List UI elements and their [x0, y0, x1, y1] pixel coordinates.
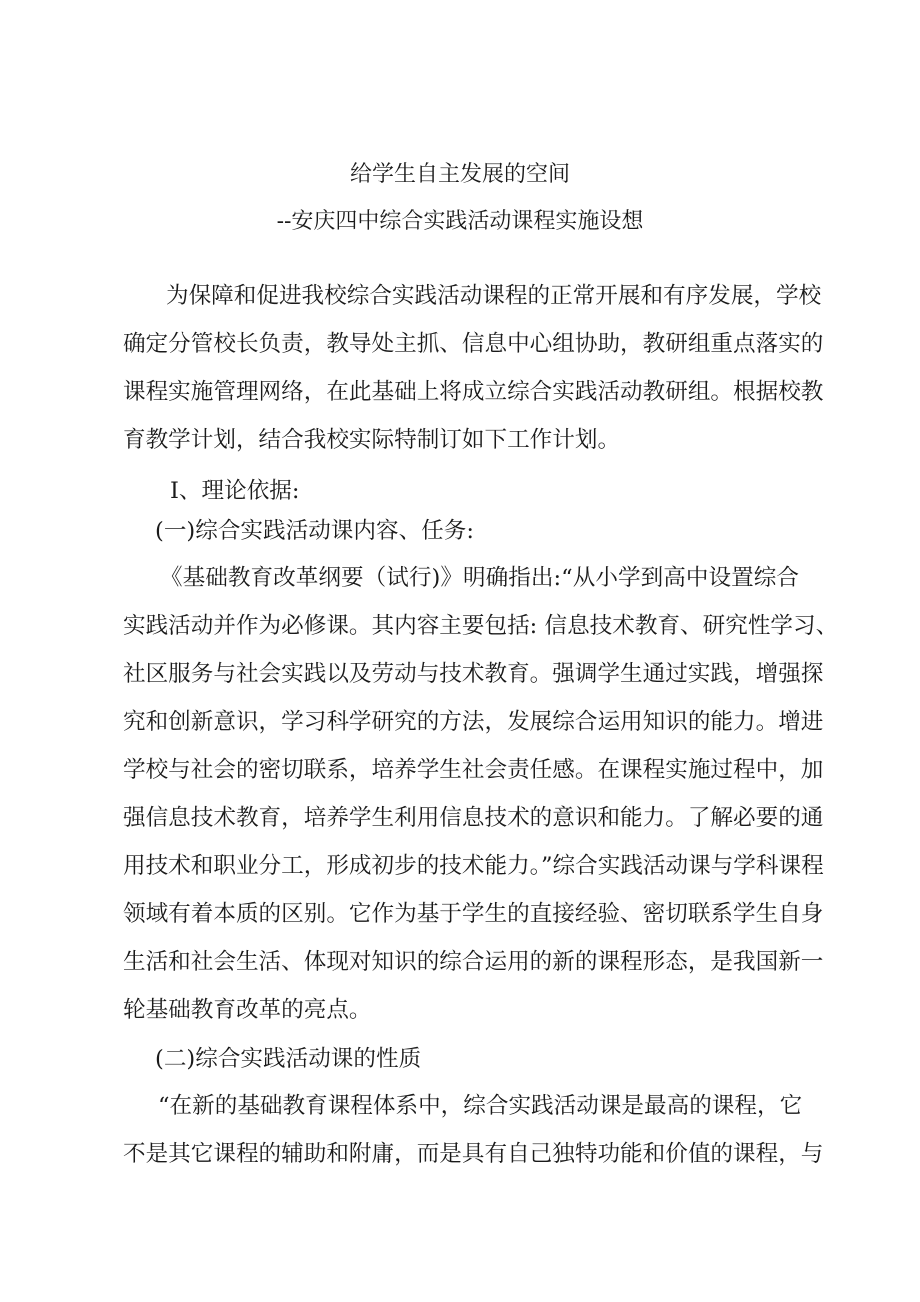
paragraph-line: 育教学计划，结合我校实际特制订如下工作计划。: [123, 427, 621, 453]
paragraph-line: 实践活动并作为必修课。其内容主要包括: 信息技术教育、研究性学习、: [123, 613, 839, 639]
paragraph-line: 为保障和促进我校综合实践活动课程的正常开展和有序发展，学校: [166, 283, 822, 309]
subsection-heading: (一)综合实践活动课内容、任务:: [155, 518, 474, 544]
paragraph-line: 确定分管校长负责，教导处主抓、信息中心组协助，教研组重点落实的: [123, 331, 824, 357]
paragraph-line: 社区服务与社会实践以及劳动与技术教育。强调学生通过实践，增强探: [123, 661, 824, 687]
paragraph-line: 课程实施管理网络，在此基础上将成立综合实践活动教研组。根据校教: [123, 379, 824, 405]
paragraph-line: 生活和社会生活、体现对知识的综合运用的新的课程形态，是我国新一: [123, 949, 824, 975]
section-heading: Ⅰ、理论依据:: [170, 478, 300, 504]
subsection-heading: (二)综合实践活动课的性质: [155, 1046, 422, 1072]
paragraph-line: 领域有着本质的区别。它作为基于学生的直接经验、密切联系学生自身: [123, 901, 824, 927]
paragraph-line: 用技术和职业分工，形成初步的技术能力。”综合实践活动课与学科课程: [123, 853, 824, 879]
paragraph-line: 学校与社会的密切联系，培养学生社会责任感。在课程实施过程中，加: [123, 757, 824, 783]
document-subtitle: --安庆四中综合实践活动课程实施设想: [276, 209, 644, 234]
paragraph-line: “在新的基础教育课程体系中，综合实践活动课是最高的课程，它: [158, 1093, 803, 1119]
paragraph-line: 强信息技术教育，培养学生利用信息技术的意识和能力。了解必要的通: [123, 805, 824, 831]
paragraph-line: 《基础教育改革纲要（试行)》明确指出:“从小学到高中设置综合: [160, 565, 799, 591]
document-title: 给学生自主发展的空间: [349, 162, 570, 187]
paragraph-line: 轮基础教育改革的亮点。: [123, 997, 372, 1023]
paragraph-line: 究和创新意识，学习科学研究的方法，发展综合运用知识的能力。增进: [123, 709, 824, 735]
paragraph-line: 不是其它课程的辅助和附庸，而是具有自己独特功能和价值的课程，与: [123, 1141, 824, 1167]
